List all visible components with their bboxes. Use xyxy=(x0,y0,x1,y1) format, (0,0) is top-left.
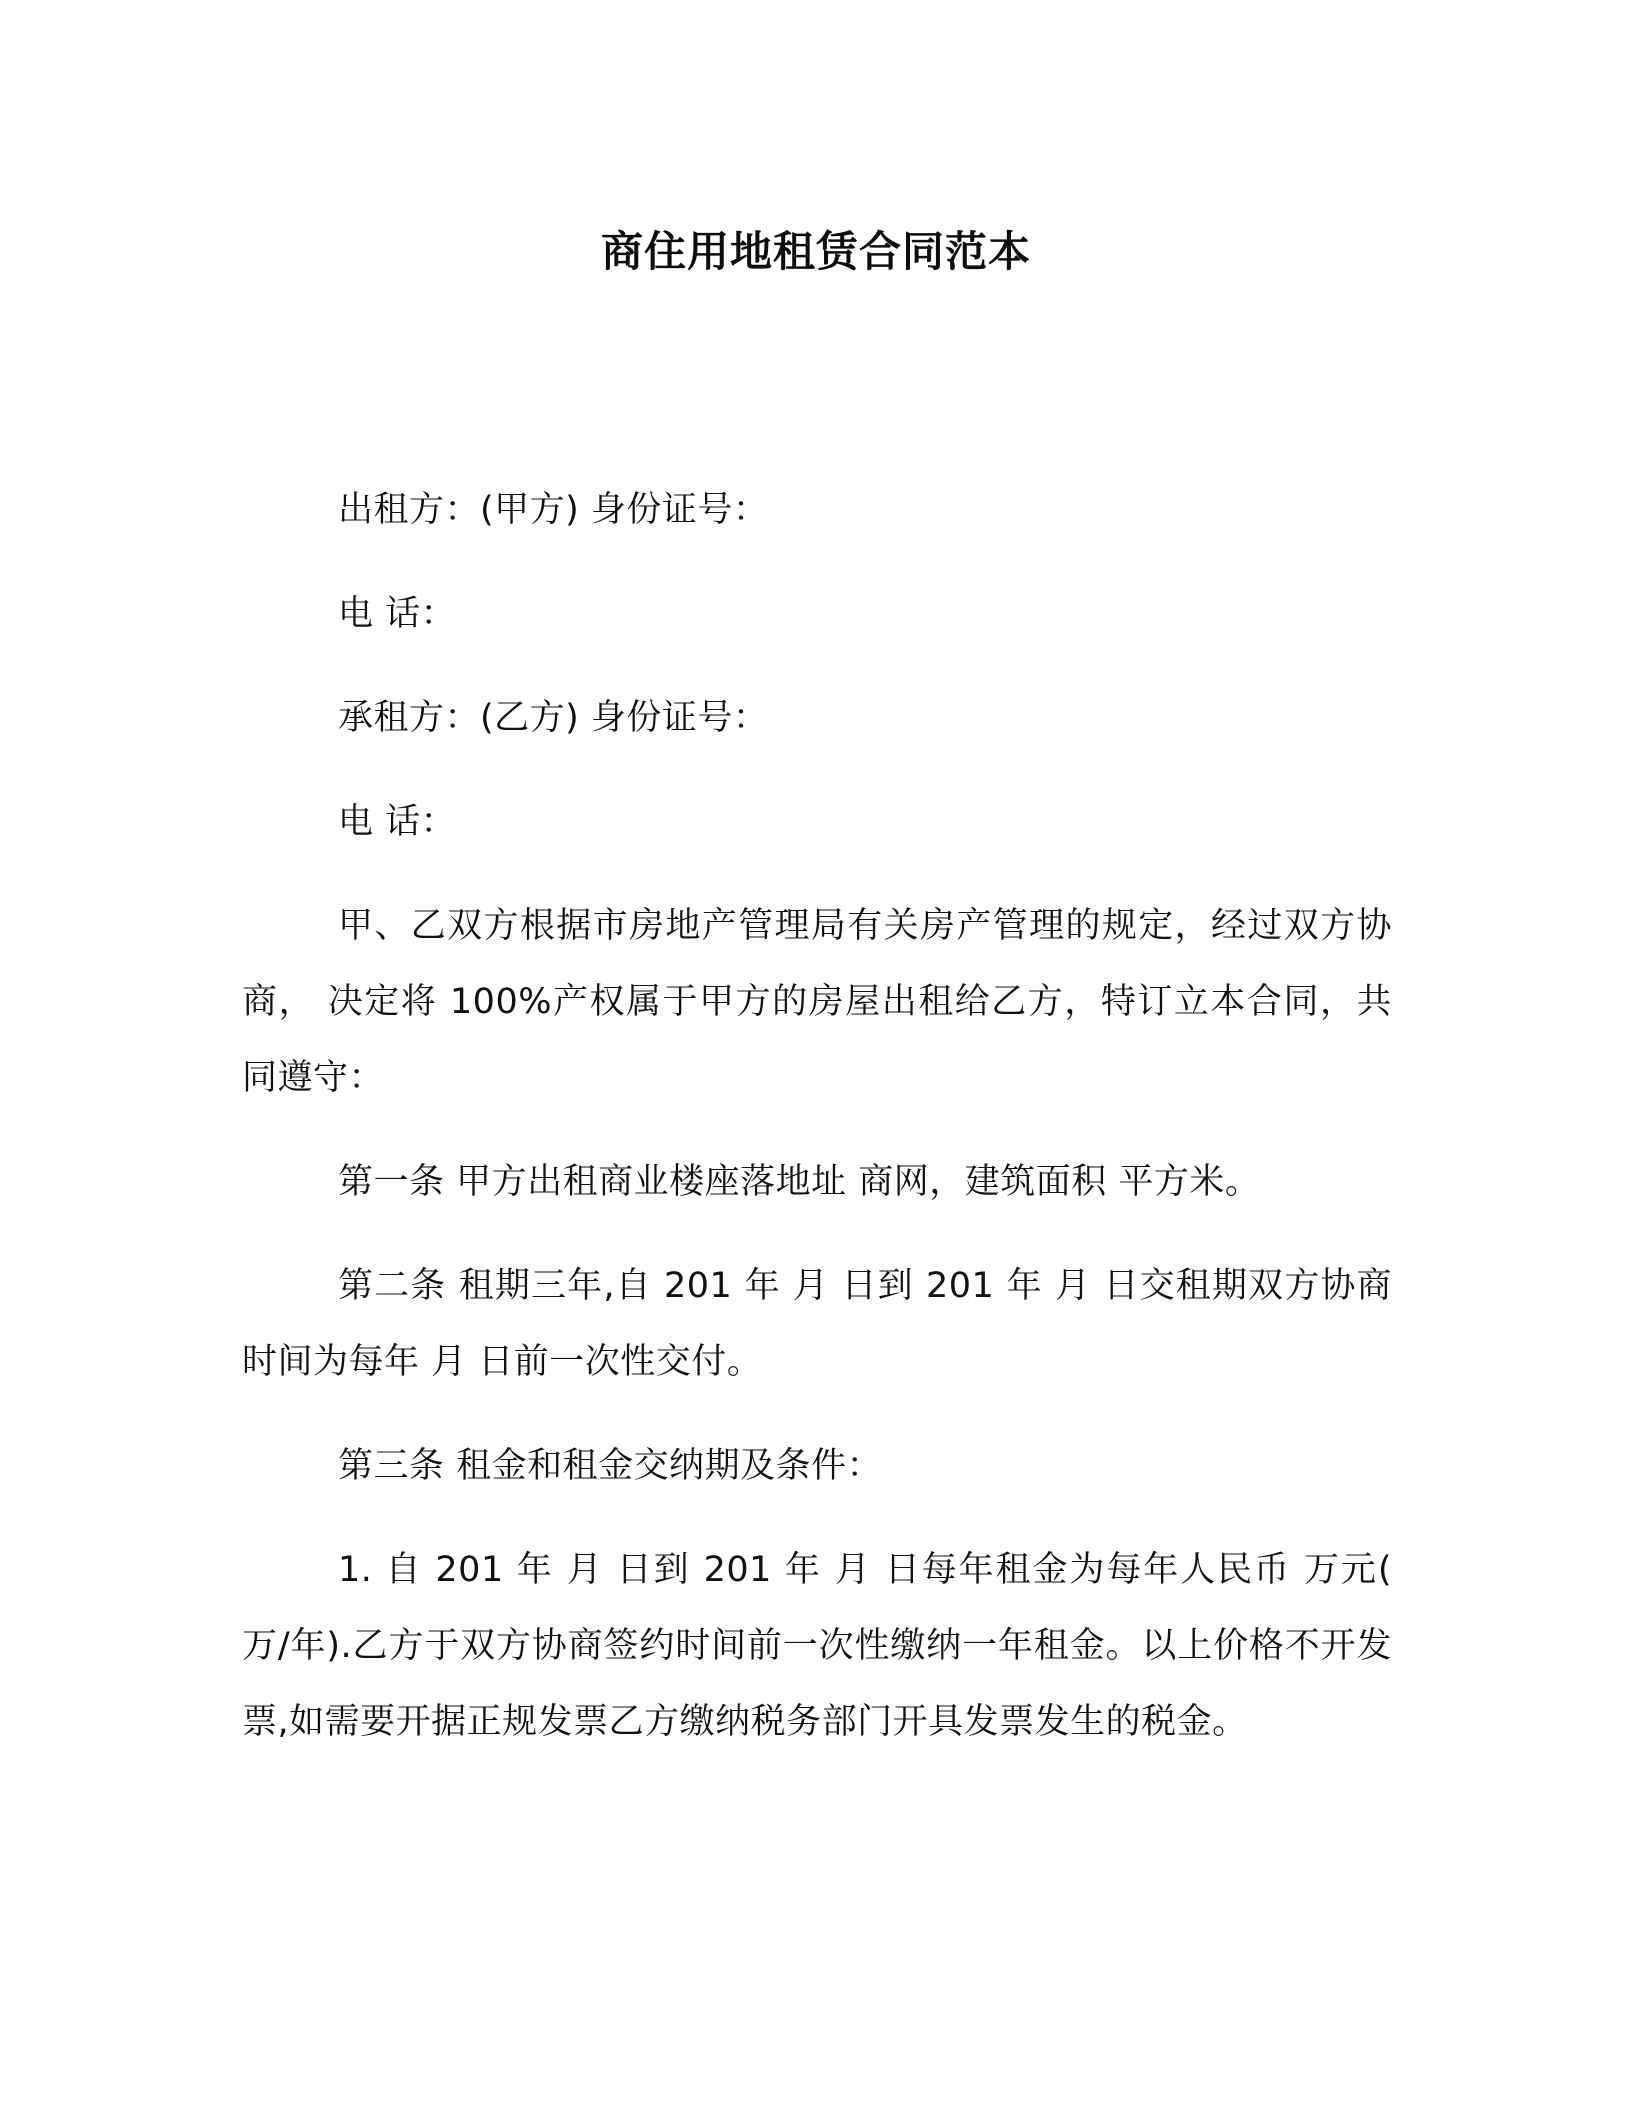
document-body xyxy=(242,472,1392,1760)
article-3-item-1: 1. 自 201 年 月 日到 201 年 月 日每年租金为每年人民币 万元( 万/年).乙方于双方协商签约时间前一次性缴纳一年租金。以上价格不开发票,如需要开据正规发票乙方缴纳税务部门开具发票发生的税金。 xyxy=(242,1550,1392,1742)
article-3: 第三条 租金和租金交纳期及条件： xyxy=(338,1446,883,1486)
lessor-phone-line: 电 话： xyxy=(338,594,457,634)
preamble-paragraph: 甲、乙双方根据市房地产管理局有关房产管理的规定，经过双方协商， 决定将 100%产权属于甲方的房屋出租给乙方，特订立本合同，共同遵守： xyxy=(242,906,1392,1098)
document-title: 商住用地租赁合同范本 xyxy=(600,227,1031,276)
lessee-line: 承租方：(乙方) 身份证号： xyxy=(338,698,769,738)
lessor-line: 出租方：(甲方) 身份证号： xyxy=(338,490,769,530)
article-2: 第二条 租期三年,自 201 年 月 日到 201 年 月 日交租期双方协商时间为每年 月 日前一次性交付。 xyxy=(242,1266,1392,1382)
article-1: 第一条 甲方出租商业楼座落地址 商网，建筑面积 平方米。 xyxy=(338,1162,1261,1202)
lessee-phone-line: 电 话： xyxy=(338,802,457,842)
